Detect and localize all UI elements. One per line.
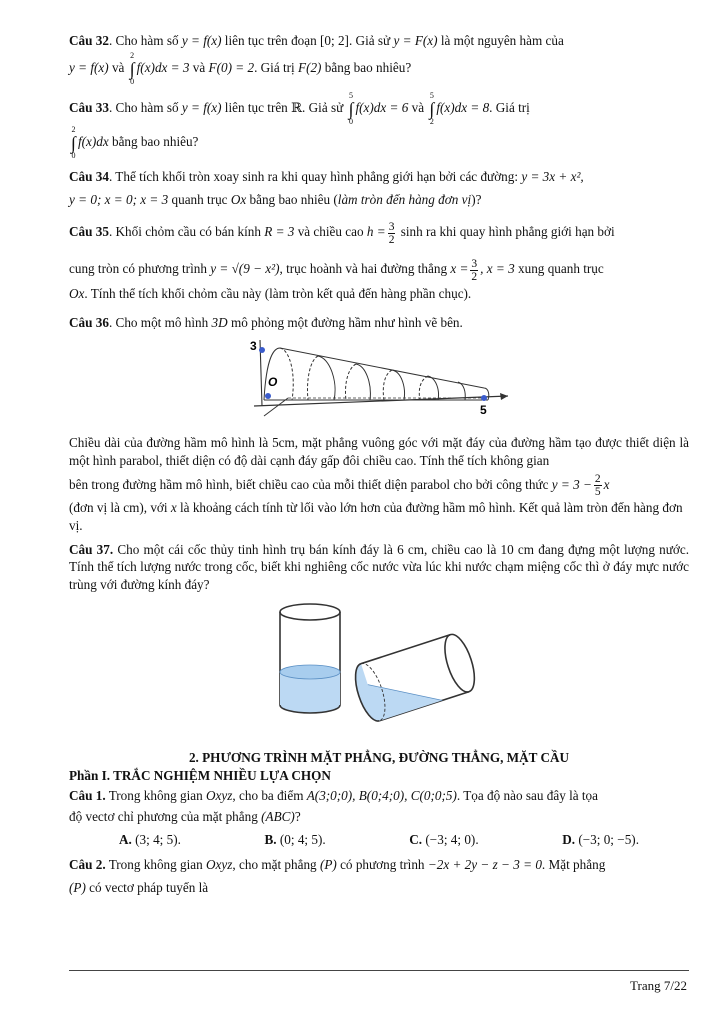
question-34: Câu 34. Thể tích khối tròn xoay sinh ra khi quay hình phẳng giới hạn bởi các đường: y = 3x + x², y = 0; x = 0; x = 3 quanh trục Ox bằng bao nhiêu (làm tròn đến hàng đơn vị)? [69, 169, 584, 207]
figure-label-origin: O [268, 375, 278, 390]
question-label: Câu 36 [69, 314, 109, 330]
question-label: Câu 2. [69, 857, 106, 873]
option-c[interactable]: C. (−3; 4; 0). [409, 832, 479, 848]
option-a[interactable]: A. (3; 4; 5). [119, 832, 181, 848]
integral-sign: 5 ∫ 2 [429, 91, 435, 127]
question-37: Câu 37. Cho một cái cốc thủy tinh hình trụ bán kính đáy là 6 cm, chiều cao là 10 cm đang đựng một lượng nước. Tính thể tích lượng nước trong cốc, biết khi nghiêng cốc nước vừa lúc khi nước chạm miệng cốc thì ở đáy mực nước trùng với đường kính đáy? [69, 541, 689, 735]
question-label: Câu 35 [69, 224, 109, 240]
glass-figure [274, 600, 484, 735]
fraction: $\frac{2}{5}$ [594, 473, 601, 499]
section-title: 2. PHƯƠNG TRÌNH MẶT PHẲNG, ĐƯỜNG THẲNG, MẶT CẦU [188, 750, 570, 766]
question-32: Câu 32. Cho hàm số y = f(x) liên tục trên đoạn [0; 2]. Giả sử y = F(x) là một nguyên hàm của y = f(x) và 2 ∫ 0 f(x)dx = 3 và F(0) = 2. Giá trị F(2) bằng bao nhiêu? [69, 33, 564, 87]
integral-sign: 2 ∫ 0 [129, 51, 135, 87]
page-number: Trang 7/22 [630, 978, 687, 993]
question-label: Câu 1. [69, 787, 106, 803]
figure-label-5: 5 [480, 403, 487, 418]
question-36: Câu 36. Cho một mô hình 3D mô phỏng một đường hầm như hình vẽ bên. 3 O 5 Chiều dài của đường hầm mô hình là 5cm, mặt phẳng vuông góc với mặt đáy của đường hầm tạo được thiết diện là một hình parabol, thiết diện có độ dài cạnh đáy gấp đôi chiều cao. Tính thể tích không gian bên trong đường hầm mô hình, biết chiều cao của mỗi thiết diện parabol cho bởi công thức y = 3 − $\frac{2}{5}$ x (đơn vị là cm), với x là khoảng cách tính từ lối vào lớn hơn của đường hầm mô hình. Kết quả làm tròn đến hàng đơn vị. [69, 314, 689, 533]
question-35: Câu 35. Khối chỏm cầu có bán kính R = 3 và chiều cao h = $\frac{3}{2}$ sinh ra khi quay hình phẳng giới hạn bởi cung tròn có phương trình y = √(9 − x²), trục hoành và hai đường thẳng x = $\frac{3}{2}$ , x = 3 xung quanh trục Ox. Tính thể tích khối chỏm cầu này (làm tròn kết quả đến hàng phần chục). [69, 220, 615, 302]
footer-divider [69, 970, 689, 971]
option-d[interactable]: D. (−3; 0; −5). [562, 832, 639, 848]
tunnel-figure [244, 334, 514, 434]
part-title: Phần I. TRẮC NGHIỆM NHIỀU LỰA CHỌN [69, 767, 331, 783]
fraction: $\frac{3}{2}$ [471, 257, 478, 283]
answer-options [69, 832, 689, 848]
integral-sign: 5 ∫ 0 [348, 91, 354, 127]
document-page [69, 30, 689, 899]
option-b[interactable]: B. (0; 4; 5). [264, 832, 326, 848]
fraction: $\frac{3}{2}$ [388, 220, 395, 246]
mc-question-1: Câu 1. Trong không gian Oxyz, cho ba điểm A(3;0;0), B(0;4;0), C(0;0;5). Tọa độ nào sau đây là tọa độ vectơ chỉ phương của mặt phẳng (ABC)? A. (3; 4; 5). B. (0; 4; 5). C. (−3; 4; 0). D. (−3; 0; −5). [69, 785, 689, 849]
question-label: Câu 33 [69, 100, 109, 116]
question-label: Câu 37. [69, 541, 114, 557]
question-label: Câu 34 [69, 169, 109, 185]
mc-question-2: Câu 2. Trong không gian Oxyz, cho mặt phẳng (P) có phương trình −2x + 2y − z − 3 = 0. Mặt phẳng (P) có vectơ pháp tuyến là [69, 857, 606, 895]
question-33: Câu 33. Cho hàm số y = f(x) liên tục trên ℝ. Giả sử 5 ∫ 0 f(x)dx = 6 và 5 ∫ 2 f(x)dx = 8. Giá trị 2 ∫ 0 f(x)dx bằng bao nhiêu? [69, 91, 530, 161]
question-label: Câu 32 [69, 33, 109, 48]
figure-label-3: 3 [250, 339, 257, 354]
integral-sign: 2 ∫ 0 [71, 125, 76, 161]
